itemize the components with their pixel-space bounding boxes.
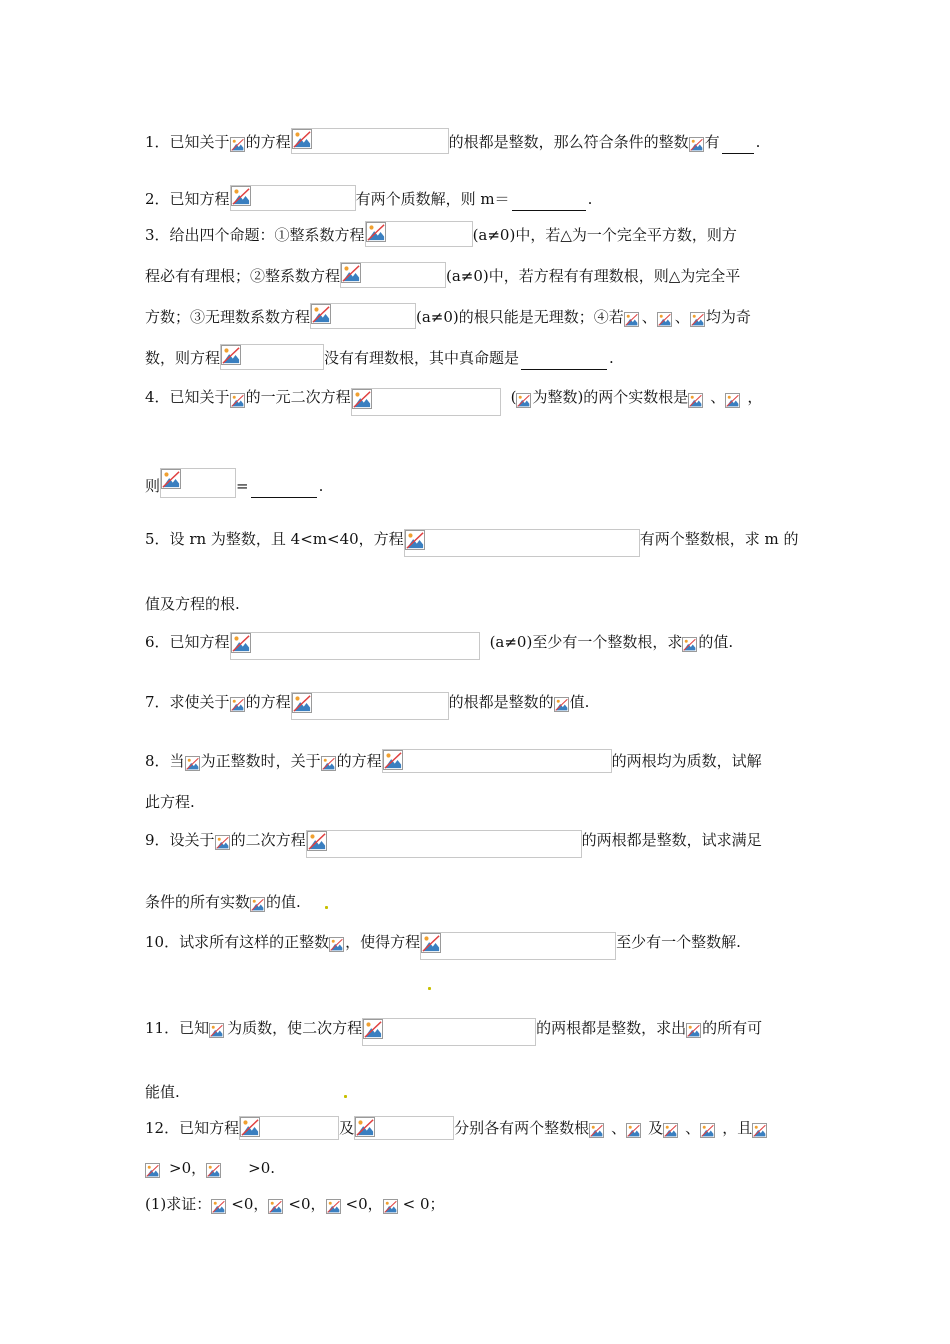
answer-blank [512, 192, 586, 211]
equation-image [230, 692, 246, 714]
text: 的方程 [245, 693, 291, 711]
text: 则 [145, 477, 161, 495]
text: . [587, 190, 593, 208]
equation-image [351, 388, 501, 416]
equation-image [215, 830, 231, 852]
text: >0. [248, 1159, 276, 1177]
equation-image [291, 692, 449, 720]
text: 、 [710, 388, 726, 406]
broken-image-icon [185, 756, 200, 771]
problem-2 [145, 185, 592, 213]
equation-image [689, 132, 705, 154]
text: <0， [288, 1195, 326, 1213]
text: ， [747, 388, 763, 406]
broken-image-icon [689, 137, 704, 152]
problem-7 [145, 690, 589, 724]
speck [344, 1095, 347, 1098]
broken-image-icon [321, 756, 336, 771]
problem-number: 2． [145, 190, 170, 208]
text: <0， [231, 1195, 269, 1213]
text: 给出四个命题：①整系数方程 [169, 226, 365, 244]
equation-image [230, 185, 356, 211]
text: 程必有有理根；②整系数方程 [145, 267, 341, 285]
text: 的二次方程 [230, 831, 306, 849]
text: 已知 [179, 1019, 210, 1037]
equation-image [383, 1194, 403, 1216]
broken-image-icon [161, 469, 181, 489]
problem-3-line-3 [145, 303, 751, 331]
equation-image [329, 932, 345, 954]
problem-number: 9． [145, 831, 170, 849]
equation-image [239, 1116, 339, 1140]
equation-image [404, 529, 640, 557]
equation-image [516, 388, 532, 410]
problem-number: 12． [145, 1119, 180, 1137]
problem-4-line-1 [145, 384, 762, 418]
text: = [236, 477, 249, 495]
text: . [755, 133, 761, 151]
equation-image [554, 692, 570, 714]
problem-number: 6． [145, 633, 170, 651]
broken-image-icon [230, 137, 245, 152]
broken-image-icon [341, 263, 361, 283]
text: 的值. [698, 633, 734, 651]
text: 条件的所有实数 [145, 893, 251, 911]
text: 当 [169, 752, 185, 770]
equation-image [185, 751, 201, 773]
broken-image-icon [516, 393, 531, 408]
broken-image-icon [329, 937, 344, 952]
problem-number: 10． [145, 933, 180, 951]
text: 此方程. [145, 793, 195, 811]
problem-5-line-2 [145, 592, 240, 620]
problem-10 [145, 930, 741, 964]
problem-11-line-2 [145, 1080, 180, 1108]
equation-image [686, 1018, 702, 1040]
problem-number: 8． [145, 752, 170, 770]
text: 的两根都是整数，试求满足 [581, 831, 762, 849]
equation-image [365, 221, 473, 247]
equation-image [220, 344, 324, 370]
problem-1 [145, 128, 760, 156]
text: 的方程 [245, 133, 291, 151]
equation-image [206, 1158, 248, 1180]
text: 的两根都是整数，求出 [536, 1019, 687, 1037]
text: 的根都是整数的 [448, 693, 554, 711]
text: 试求所有这样的正整数 [179, 933, 330, 951]
broken-image-icon [231, 633, 251, 653]
text: . [318, 477, 324, 495]
text: 有 [704, 133, 720, 151]
equation-image [326, 1194, 346, 1216]
broken-image-icon [686, 1023, 701, 1038]
text: (1)求证： [145, 1195, 212, 1213]
problem-12-line-1 [145, 1116, 774, 1144]
text: 至少有一个整数解. [616, 933, 741, 951]
equation-image [230, 132, 246, 154]
problem-12-line-3 [145, 1192, 445, 1220]
equation-image [624, 307, 642, 329]
broken-image-icon [268, 1199, 283, 1214]
broken-image-icon [690, 312, 705, 327]
broken-image-icon [383, 750, 403, 770]
problem-11-line-1 [145, 1016, 762, 1050]
broken-image-icon [752, 1123, 767, 1138]
problem-8-line-2 [145, 790, 195, 818]
equation-image [682, 632, 698, 654]
equation-image [700, 1118, 722, 1140]
text: 有两个整数根，求 m 的 [639, 530, 799, 548]
text: <0， [345, 1195, 383, 1213]
broken-image-icon [326, 1199, 341, 1214]
broken-image-icon [663, 1123, 678, 1138]
text: (a≠0)至少有一个整数根，求 [489, 633, 683, 651]
broken-image-icon [240, 1117, 260, 1137]
text: 的值. [266, 893, 301, 911]
equation-image [382, 749, 612, 773]
problem-5-line-1 [145, 527, 798, 561]
broken-image-icon [657, 312, 672, 327]
broken-image-icon [311, 304, 331, 324]
equation-image [160, 468, 236, 498]
equation-image [688, 388, 710, 410]
equation-image [589, 1118, 611, 1140]
problem-number: 11． [145, 1019, 180, 1037]
text: 为正整数时，关于 [200, 752, 321, 770]
text: ，使得方程 [345, 933, 421, 951]
answer-blank [521, 351, 607, 370]
text: ( [510, 388, 517, 406]
problem-9-line-1 [145, 828, 762, 862]
equation-image [725, 388, 747, 410]
broken-image-icon [355, 1117, 375, 1137]
text: 设关于 [169, 831, 215, 849]
text: 及 [648, 1119, 664, 1137]
broken-image-icon [725, 393, 740, 408]
text: (a≠0)中，若方程有有理数根，则△为完全平 [446, 267, 741, 285]
equation-image [362, 1018, 536, 1046]
text: >0， [169, 1159, 207, 1177]
broken-image-icon [250, 897, 265, 912]
text: 的一元二次方程 [245, 388, 351, 406]
text: 的方程 [336, 752, 382, 770]
problem-number: 7． [145, 693, 170, 711]
broken-image-icon [209, 1023, 224, 1038]
equation-image [230, 632, 480, 660]
broken-image-icon [206, 1163, 221, 1178]
broken-image-icon [421, 933, 441, 953]
text: 有两个质数解，则 m＝ [355, 190, 510, 208]
speck [325, 906, 328, 909]
broken-image-icon [624, 312, 639, 327]
text: 、 [641, 308, 657, 326]
text: 已知关于 [169, 133, 230, 151]
text: 已知方程 [169, 190, 230, 208]
problem-9-line-2 [145, 890, 301, 918]
text: < 0； [402, 1195, 445, 1213]
problem-6 [145, 630, 733, 664]
problem-4-line-2 [145, 468, 323, 502]
broken-image-icon [231, 186, 251, 206]
equation-image [657, 307, 675, 329]
equation-image [250, 892, 266, 914]
broken-image-icon [554, 697, 569, 712]
text: 已知方程 [179, 1119, 240, 1137]
text: 的两根均为质数，试解 [611, 752, 762, 770]
equation-image [306, 830, 582, 858]
text: 、 [674, 308, 690, 326]
broken-image-icon [230, 393, 245, 408]
text: ，且 [722, 1119, 753, 1137]
equation-image [230, 388, 246, 410]
text: (a≠0)的根只能是无理数；④若 [416, 308, 624, 326]
text: 及 [339, 1119, 355, 1137]
equation-image [310, 303, 416, 329]
problem-3-line-1 [145, 221, 737, 249]
equation-image [690, 307, 706, 329]
problem-3-line-4 [145, 344, 614, 372]
text: 的根都是整数，那么符合条件的整数 [448, 133, 689, 151]
broken-image-icon [145, 1163, 160, 1178]
text: 均为奇 [705, 308, 751, 326]
text: 分别各有两个整数根 [454, 1119, 590, 1137]
broken-image-icon [383, 1199, 398, 1214]
problem-number: 5． [145, 530, 170, 548]
problem-number: 1． [145, 133, 170, 151]
text: . [609, 349, 614, 367]
text: 没有有理数根，其中真命题是 [324, 349, 520, 367]
speck [428, 987, 431, 990]
text: 为整数)的两个实数根是 [532, 388, 689, 406]
equation-image [209, 1018, 227, 1040]
broken-image-icon [363, 1019, 383, 1039]
broken-image-icon [682, 637, 697, 652]
equation-image [145, 1158, 169, 1180]
broken-image-icon [405, 530, 425, 550]
equation-image [626, 1118, 648, 1140]
text: (a≠0)中，若△为一个完全平方数，则方 [472, 226, 737, 244]
broken-image-icon [221, 345, 241, 365]
broken-image-icon [352, 389, 372, 409]
problem-12-line-2 [145, 1156, 275, 1184]
answer-blank [251, 479, 317, 498]
broken-image-icon [366, 222, 386, 242]
text: 能值. [145, 1083, 180, 1101]
text: 值及方程的根. [145, 595, 240, 613]
equation-image [340, 262, 446, 288]
equation-image [211, 1194, 231, 1216]
text: 、 [685, 1119, 701, 1137]
text: 求使关于 [169, 693, 230, 711]
equation-image [752, 1118, 774, 1140]
text: 值. [569, 693, 590, 711]
broken-image-icon [688, 393, 703, 408]
problem-number: 4． [145, 388, 170, 406]
equation-image [268, 1194, 288, 1216]
problem-3-line-2 [145, 262, 740, 290]
answer-blank [722, 135, 754, 154]
text: 设 rn 为整数，且 4<m<40，方程 [169, 530, 404, 548]
broken-image-icon [211, 1199, 226, 1214]
equation-image [321, 751, 337, 773]
broken-image-icon [626, 1123, 641, 1138]
broken-image-icon [307, 831, 327, 851]
broken-image-icon [589, 1123, 604, 1138]
broken-image-icon [215, 835, 230, 850]
text: 为质数，使二次方程 [227, 1019, 363, 1037]
broken-image-icon [700, 1123, 715, 1138]
text: 数，则方程 [145, 349, 221, 367]
broken-image-icon [292, 129, 312, 149]
equation-image [420, 932, 616, 960]
problem-8-line-1 [145, 749, 762, 777]
broken-image-icon [292, 693, 312, 713]
text: 已知方程 [169, 633, 230, 651]
equation-image [663, 1118, 685, 1140]
text: 方数；③无理数系数方程 [145, 308, 311, 326]
text: 的所有可 [702, 1019, 763, 1037]
text: 已知关于 [169, 388, 230, 406]
problem-number: 3． [145, 226, 170, 244]
equation-image [354, 1116, 454, 1140]
text: 、 [611, 1119, 627, 1137]
broken-image-icon [230, 697, 245, 712]
equation-image [291, 128, 449, 154]
